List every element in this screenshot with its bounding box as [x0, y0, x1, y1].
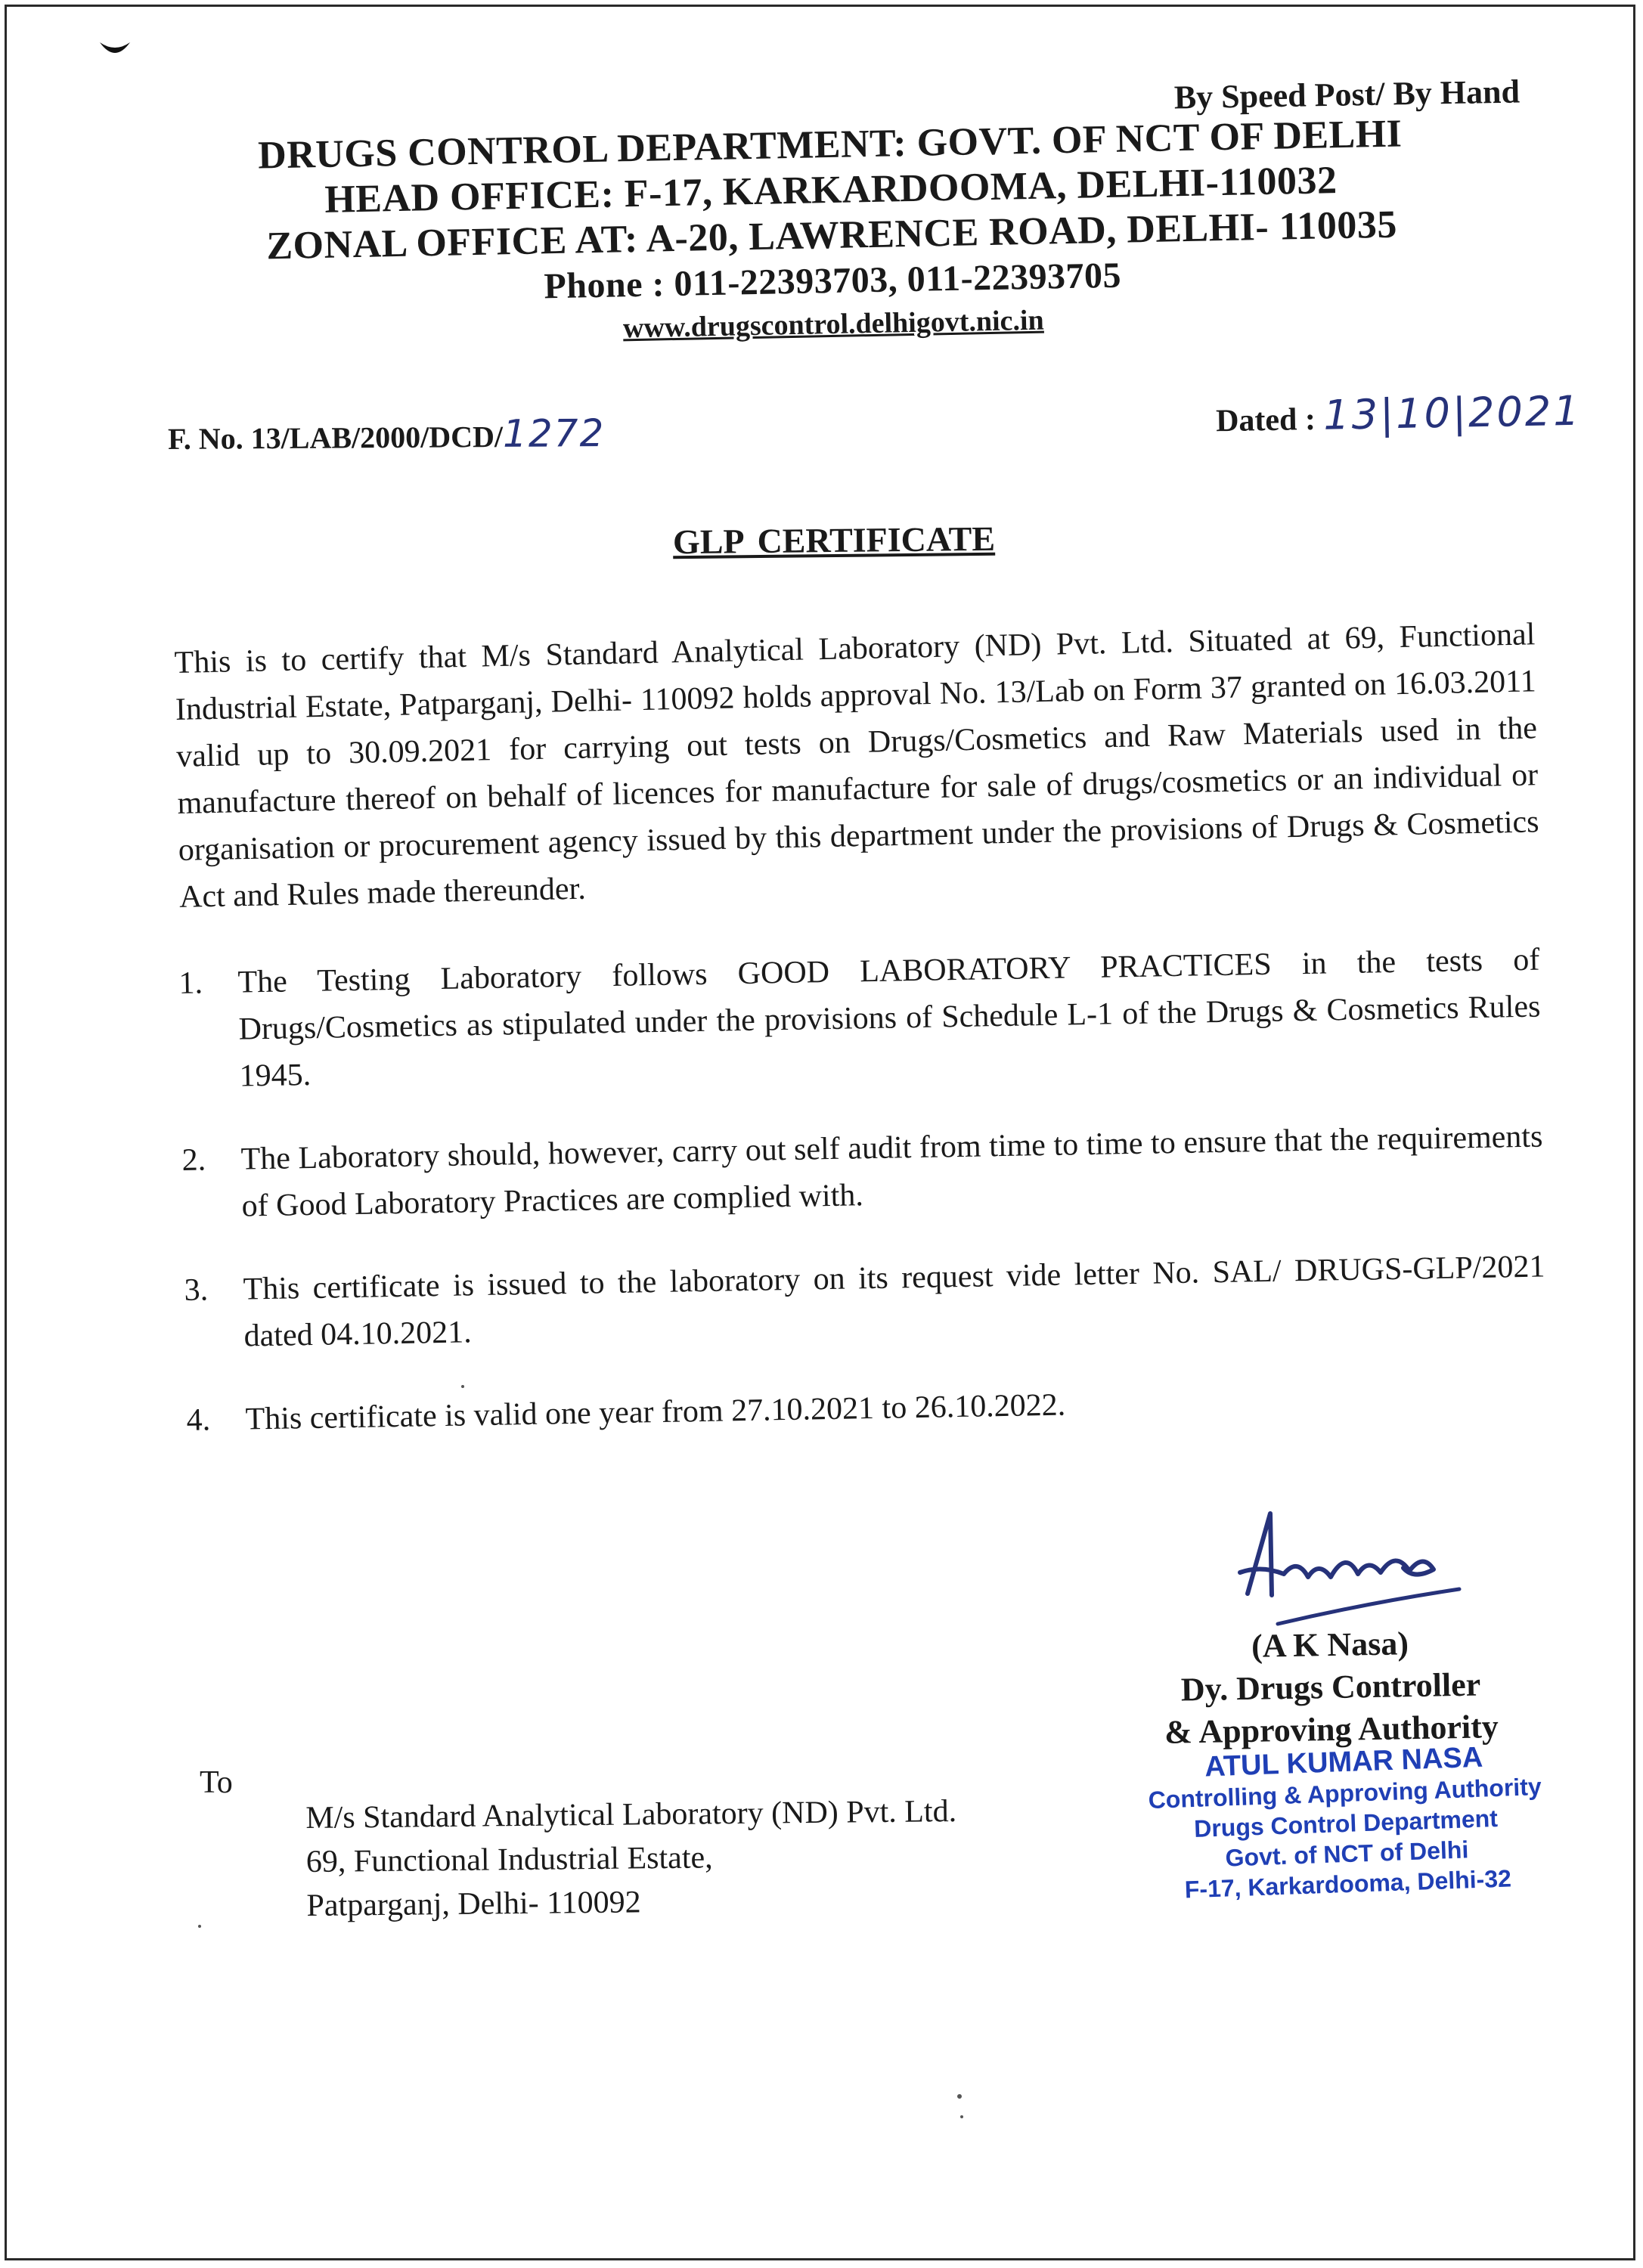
- website-link[interactable]: www.drugscontrol.delhigovt.nic.in: [622, 304, 1045, 345]
- official-stamp: [1132, 1739, 1561, 1906]
- date-label: Dated :: [1215, 401, 1316, 439]
- list-item: [186, 1373, 1548, 1443]
- dispatch-mode: By Speed Post/ By Hand: [1173, 73, 1521, 116]
- head-office: HEAD OFFICE: F-17, KARKARDOOMA, DELHI-110032: [324, 159, 1338, 222]
- scan-speck: [957, 2094, 962, 2099]
- date-handwritten: 13|10|2021: [1322, 386, 1583, 439]
- signatory-authority: & Approving Authority: [1164, 1708, 1499, 1751]
- zonal-office: ZONAL OFFICE AT: A-20, LAWRENCE ROAD, DELHI- 110035: [265, 203, 1398, 268]
- list-item-text: The Laboratory should, however, carry out self audit from time to time to ensure that the requirements of Good Laboratory Practices are complied with.: [240, 1119, 1543, 1224]
- list-item: [181, 1114, 1544, 1231]
- list-item: [178, 937, 1542, 1101]
- signatory-block: [1133, 1620, 1529, 1754]
- recipient-address: [305, 1789, 958, 1928]
- file-number-handwritten: 1272: [502, 411, 606, 456]
- stamp-line: Controlling & Approving Authority: [1148, 1772, 1542, 1814]
- phone-numbers: Phone : 011-22393703, 011-22393705: [543, 255, 1122, 307]
- stamp-line: Drugs Control Department: [1193, 1804, 1499, 1842]
- signatory-name: (A K Nasa): [1251, 1625, 1409, 1665]
- scan-mark-icon: [97, 38, 133, 60]
- stamp-name: ATUL KUMAR NASA: [1204, 1741, 1483, 1783]
- list-item-number: 2.: [181, 1142, 206, 1178]
- scan-speck: [960, 2115, 963, 2118]
- address-line: Patparganj, Delhi- 110092: [306, 1885, 641, 1923]
- stamp-line: F-17, Karkardooma, Delhi-32: [1184, 1864, 1512, 1904]
- department-name: DRUGS CONTROL DEPARTMENT: GOVT. OF NCT OF DELHI: [257, 112, 1403, 178]
- signature-image: [1225, 1504, 1482, 1633]
- file-number-label: F. No. 13/LAB/2000/DCD/: [167, 419, 504, 457]
- list-item-number: 3.: [184, 1272, 209, 1308]
- stamp-line: Govt. of NCT of Delhi: [1225, 1836, 1469, 1872]
- address-line: 69, Functional Industrial Estate,: [305, 1840, 713, 1879]
- letterhead: [209, 110, 1453, 353]
- signatory-designation: Dy. Drugs Controller: [1180, 1665, 1481, 1709]
- list-item-number: 1.: [178, 965, 203, 1001]
- file-number: [168, 411, 606, 458]
- address-line: M/s Standard Analytical Laboratory (ND) Pvt. Ltd.: [305, 1793, 957, 1836]
- certificate-body: This is to certify that M/s Standard Analytical Laboratory (ND) Pvt. Ltd. Situated at 69, Functional Industrial Estate, Patparganj, Delhi- 110092 holds approval No. 13/Lab on Form 37 granted on 16.03.2011 valid up to 30.09.2021 for carrying out tests on Drugs/Cosmetics and Raw Materials used in the manufacture thereof on behalf of licences for manufacture for sale of drugs/cosmetics or an individual or organisation or procurement agency issued by this department under the provisions of Drugs & Cosmetics Act and Rules made thereunder.: [174, 617, 1539, 915]
- list-item-text: The Testing Laboratory follows GOOD LABORATORY PRACTICES in the tests of Drugs/Cosmetics as stipulated under the provisions of Schedule L-1 of the Drugs & Cosmetics Rules 1945.: [237, 942, 1541, 1094]
- to-label: To: [200, 1765, 233, 1800]
- list-item: [184, 1244, 1546, 1361]
- certificate-title: GLP CERTIFICATE: [672, 519, 996, 562]
- list-item-number: 4.: [186, 1402, 211, 1438]
- conditions-list: [178, 937, 1548, 1480]
- scan-speck: [198, 1925, 201, 1928]
- list-item-text: This certificate is issued to the laboratory on its request vide letter No. SAL/ DRUGS-GLP/2021 dated 04.10.2021.: [243, 1249, 1545, 1354]
- scan-speck: [461, 1385, 464, 1388]
- date-line: [1215, 387, 1582, 441]
- list-item-text: This certificate is valid one year from 27.10.2021 to 26.10.2022.: [245, 1387, 1066, 1437]
